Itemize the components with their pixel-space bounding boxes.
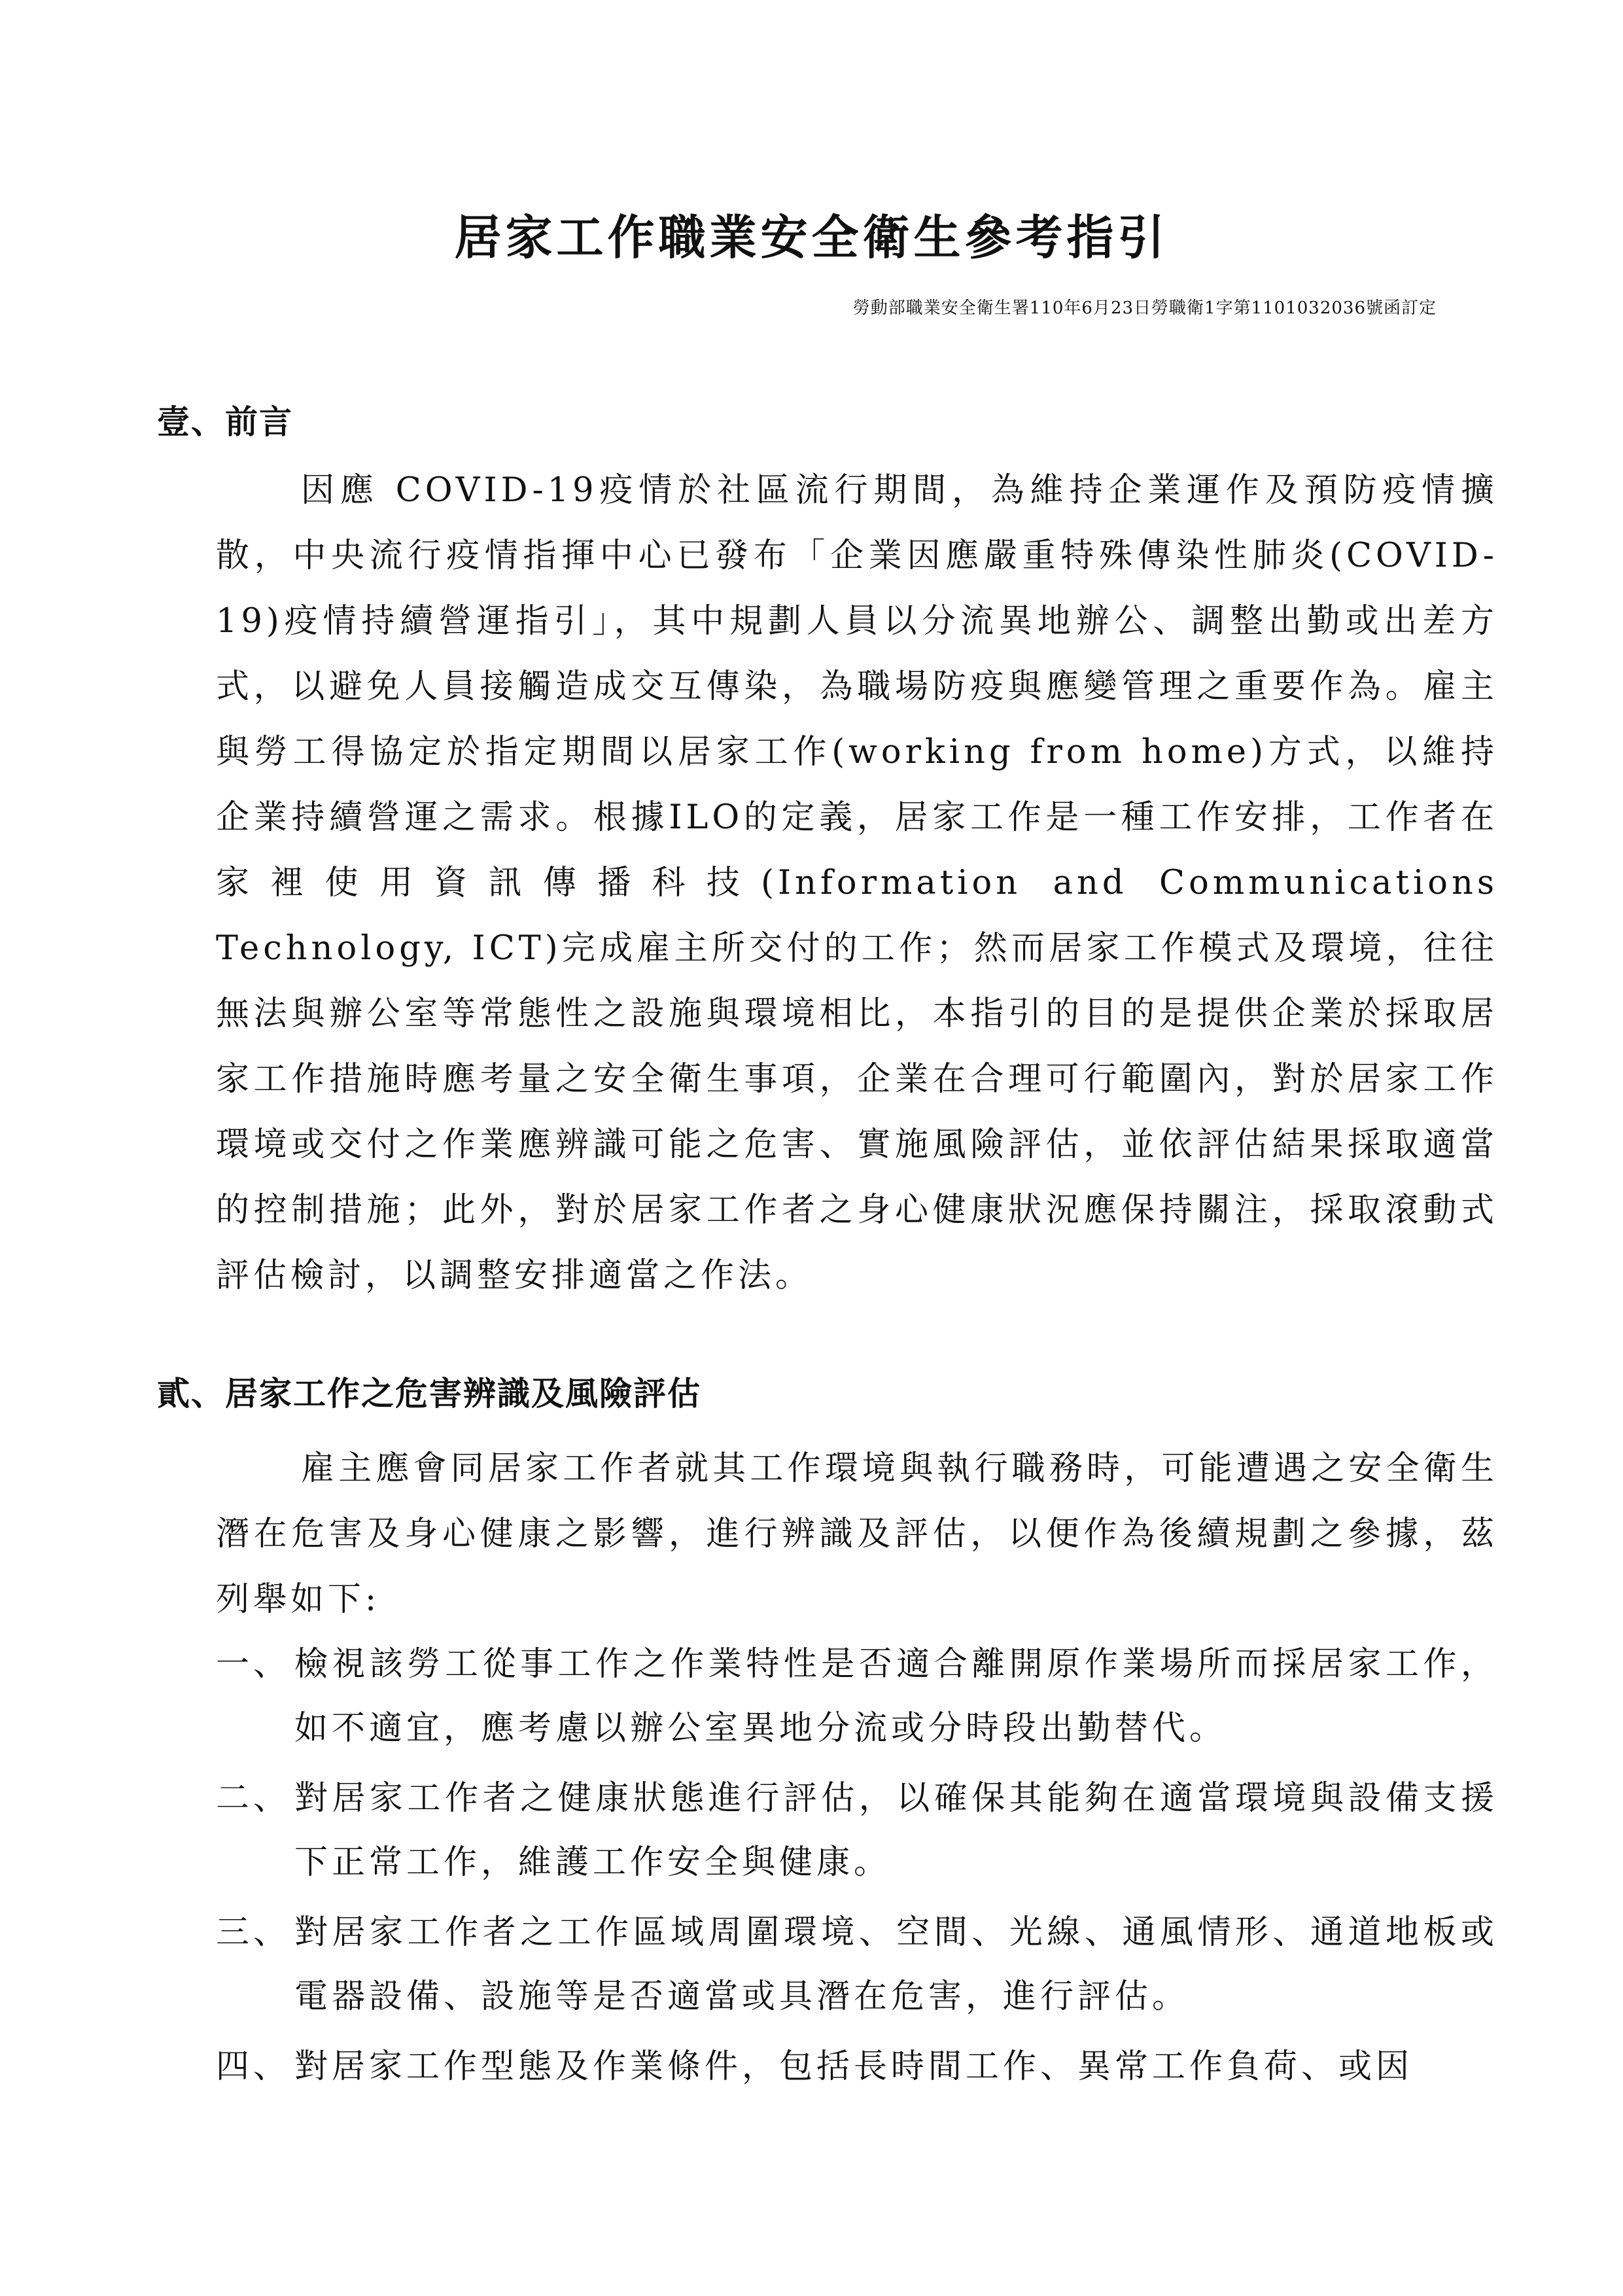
hazard-list — [216, 1633, 1498, 2105]
list-item-text: 對居家工作者之工作區域周圍環境、空間、光線、通風情形、通道地板或電器設備、設施等是否適當或具潛在危害，進行評估。 — [294, 1913, 1498, 2016]
preface-paragraph: 因應 COVID-19疫情於社區流行期間，為維持企業運作及預防疫情擴散，中央流行疫情指揮中心已發布「企業因應嚴重特殊傳染性肺炎(COVID-19)疫情持續營運指引」，其中規劃人員以分流異地辦公、調整出勤或出差方式，以避免人員接觸造成交互傳染，為職場防疫與應變管理之重要作為。雇主與勞工得協定於指定期間以居家工作(working from home)方式，以維持企業持續營運之需求。根據ILO的定義，居家工作是一種工作安排，工作者在家裡使用資訊傳播科技(Information and Communications Technology, ICT)完成雇主所交付的工作；然而居家工作模式及環境，往往無法與辦公室等常態性之設施與環境相比，本指引的目的是提供企業於採取居家工作措施時應考量之安全衛生事項，企業在合理可行範圍內，對於居家工作環境或交付之作業應辨識可能之危害、實施風險評估，並依評估結果採取適當的控制措施；此外，對於居家工作者之身心健康狀況應保持關注，採取滾動式評估檢討，以調整安排適當之作法。 — [216, 471, 1498, 1295]
reference-line: 勞動部職業安全衛生署110年6月23日勞職衛1字第1101032036號函訂定 — [852, 298, 1437, 318]
list-item-number: 二、 — [216, 1779, 291, 1818]
list-item — [216, 1767, 1498, 1895]
section-heading-hazard: 貳、居家工作之危害辨識及風險評估 — [157, 1374, 701, 1413]
list-item-number: 三、 — [216, 1913, 291, 1952]
section-heading-preface: 壹、前言 — [157, 402, 293, 441]
list-item — [216, 2035, 1498, 2099]
list-item-number: 一、 — [216, 1645, 291, 1684]
list-item-text: 對居家工作者之健康狀態進行評估，以確保其能夠在適當環境與設備支援下正常工作，維護工作安全與健康。 — [294, 1779, 1498, 1882]
list-item — [216, 1633, 1498, 1761]
list-item-text: 檢視該勞工從事工作之作業特性是否適合離開原作業場所而採居家工作，如不適宜，應考慮以辦公室異地分流或分時段出勤替代。 — [294, 1645, 1498, 1748]
list-item-number: 四、 — [216, 2047, 291, 2086]
document-title: 居家工作職業安全衛生參考指引 — [454, 209, 1169, 265]
hazard-intro-paragraph: 雇主應會同居家工作者就其工作環境與執行職務時，可能遭遇之安全衛生潛在危害及身心健康之影響，進行辨識及評估，以便作為後續規劃之參據，茲列舉如下: — [216, 1449, 1498, 1619]
list-item — [216, 1901, 1498, 2029]
list-item-text: 對居家工作型態及作業條件，包括長時間工作、異常工作負荷、或因 — [294, 2047, 1414, 2086]
